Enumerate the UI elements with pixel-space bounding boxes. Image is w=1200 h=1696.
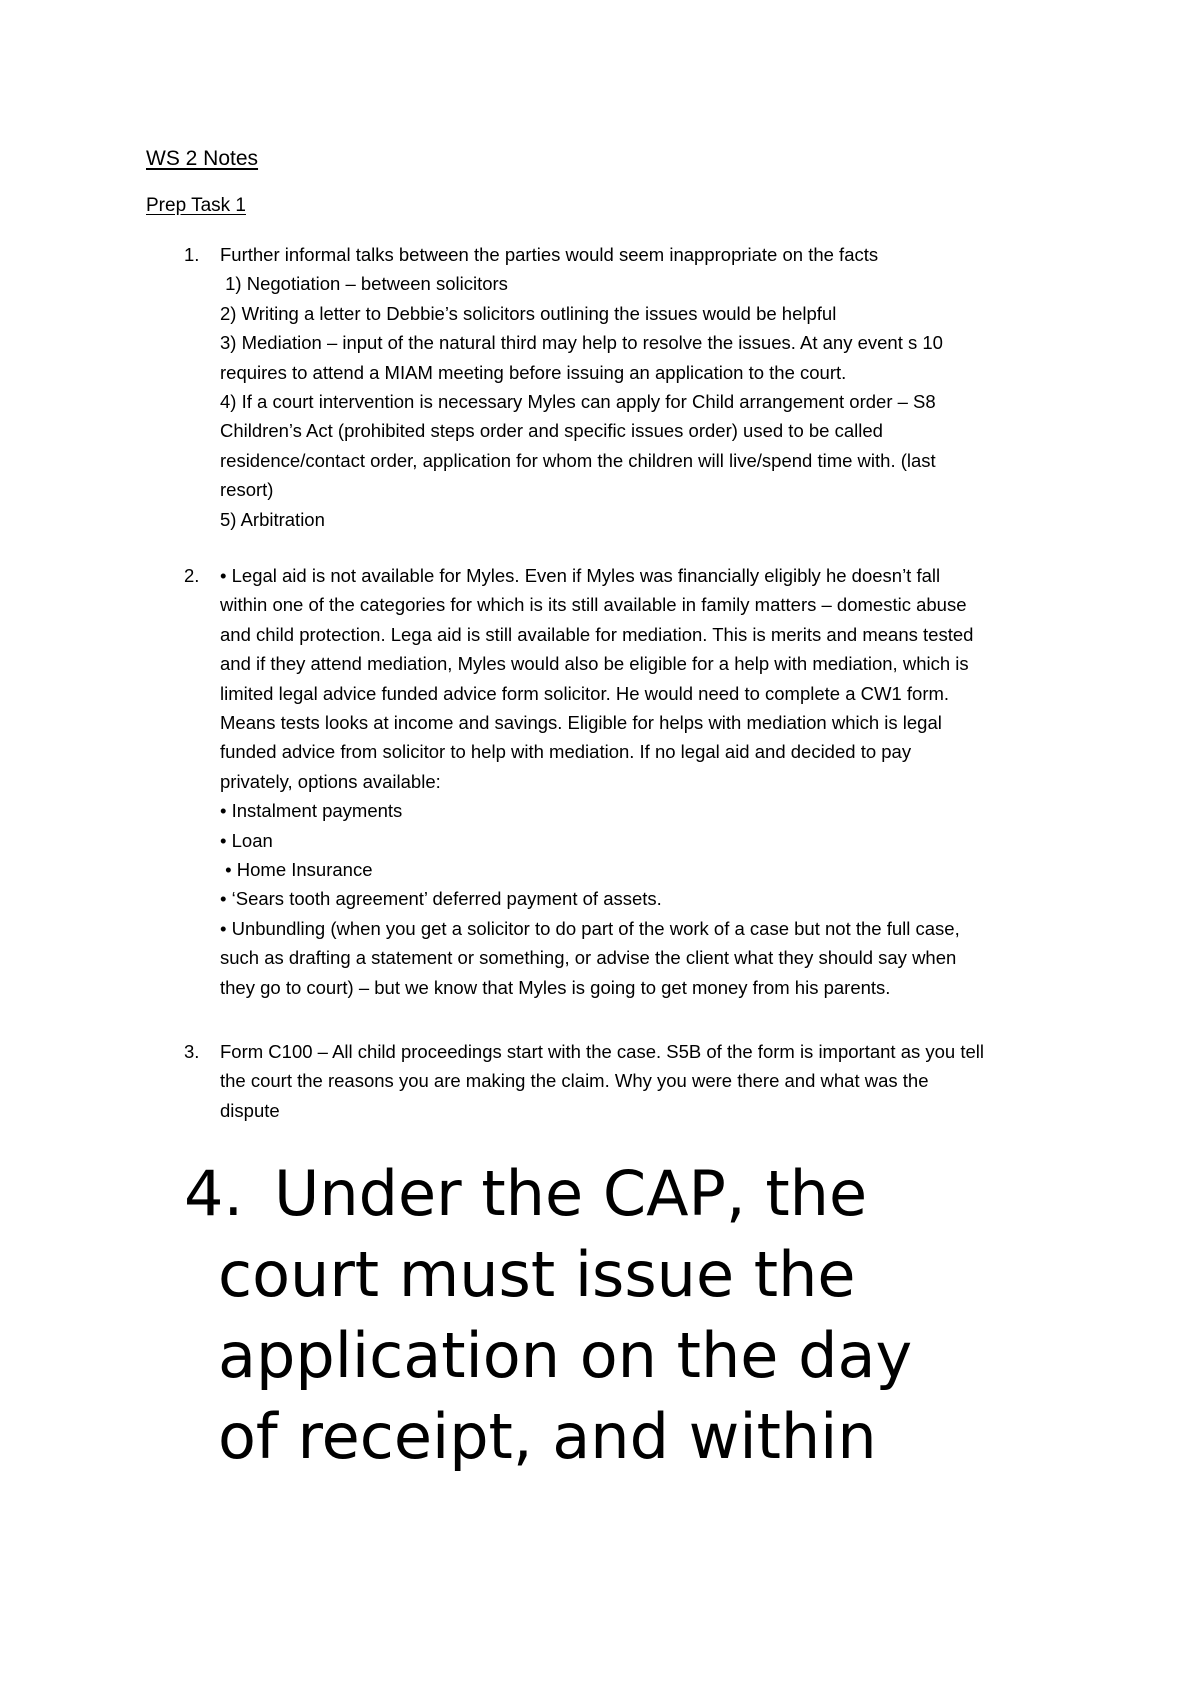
text-line: privately, options available: [220, 770, 441, 792]
text-line: within one of the categories for which is its still available in family matters – domestic abuse [220, 594, 967, 616]
text-line: limited legal advice funded advice form solicitor. He would need to complete a CW1 form. [220, 682, 950, 704]
text-line: Under the CAP, the [274, 1157, 868, 1230]
list-item-1 [146, 240, 1066, 534]
bullet-line: • Home Insurance [220, 859, 373, 881]
text-line: court must issue the [218, 1238, 856, 1311]
list-item-body [220, 1037, 1066, 1125]
text-line: 3) Mediation – input of the natural third may help to resolve the issues. At any event s 10 [220, 332, 943, 354]
section-heading: Prep Task 1 [146, 195, 246, 216]
text-line: funded advice from solicitor to help with mediation. If no legal aid and decided to pay [220, 741, 912, 763]
text-line: Means tests looks at income and savings. Eligible for helps with mediation which is legal [220, 712, 942, 734]
text-line: 5) Arbitration [220, 508, 325, 530]
document-title: WS 2 Notes [146, 147, 259, 170]
list-item-2 [146, 561, 1066, 1002]
list-item-body [220, 240, 1066, 534]
text-line: 1) Negotiation – between solicitors [220, 273, 508, 295]
text-line: residence/contact order, application for whom the children will live/spend time with. (last [220, 449, 936, 471]
list-item-3 [146, 1037, 1066, 1125]
list-item-4 [184, 1153, 1144, 1477]
bullet-line: • ‘Sears tooth agreement’ deferred payment of assets. [220, 888, 662, 910]
list-item-body [220, 561, 1066, 1002]
text-line: the court the reasons you are making the claim. Why you were there and what was the [220, 1070, 929, 1092]
text-line: • Legal aid is not available for Myles. Even if Myles was financially eligibly he doesn’t fall [220, 565, 941, 586]
text-line: dispute [220, 1099, 280, 1121]
list-item-number: 3. [184, 1041, 200, 1062]
text-line: 4) If a court intervention is necessary Myles can apply for Child arrangement order – S8 [220, 391, 936, 413]
text-line: and child protection. Lega aid is still available for mediation. This is merits and means tested [220, 623, 974, 645]
text-line: they go to court) – but we know that Myles is going to get money from his parents. [220, 976, 891, 998]
text-line: Further informal talks between the parties would seem inappropriate on the facts [220, 244, 879, 265]
text-line: requires to attend a MIAM meeting before issuing an application to the court. [220, 361, 847, 383]
bullet-line: • Unbundling (when you get a solicitor to do part of the work of a case but not the full case, [220, 917, 960, 939]
text-line: and if they attend mediation, Myles would also be eligible for a help with mediation, which is [220, 653, 969, 675]
list-item-body [218, 1153, 1144, 1477]
list-item-number: 2. [184, 565, 200, 586]
text-line: such as drafting a statement or something, or advise the client what they should say when [220, 947, 957, 969]
text-line: of receipt, and within [218, 1400, 877, 1473]
text-line: Form C100 – All child proceedings start with the case. S5B of the form is important as you tell [220, 1041, 984, 1062]
list-item-number: 4. [184, 1157, 244, 1230]
text-line: Children’s Act (prohibited steps order and specific issues order) used to be called [220, 420, 883, 442]
text-line: resort) [220, 479, 274, 501]
text-line: application on the day [218, 1319, 913, 1392]
text-line: 2) Writing a letter to Debbie’s solicitors outlining the issues would be helpful [220, 302, 837, 324]
list-item-number: 1. [184, 244, 200, 265]
bullet-line: • Instalment payments [220, 800, 403, 822]
bullet-line: • Loan [220, 829, 273, 851]
